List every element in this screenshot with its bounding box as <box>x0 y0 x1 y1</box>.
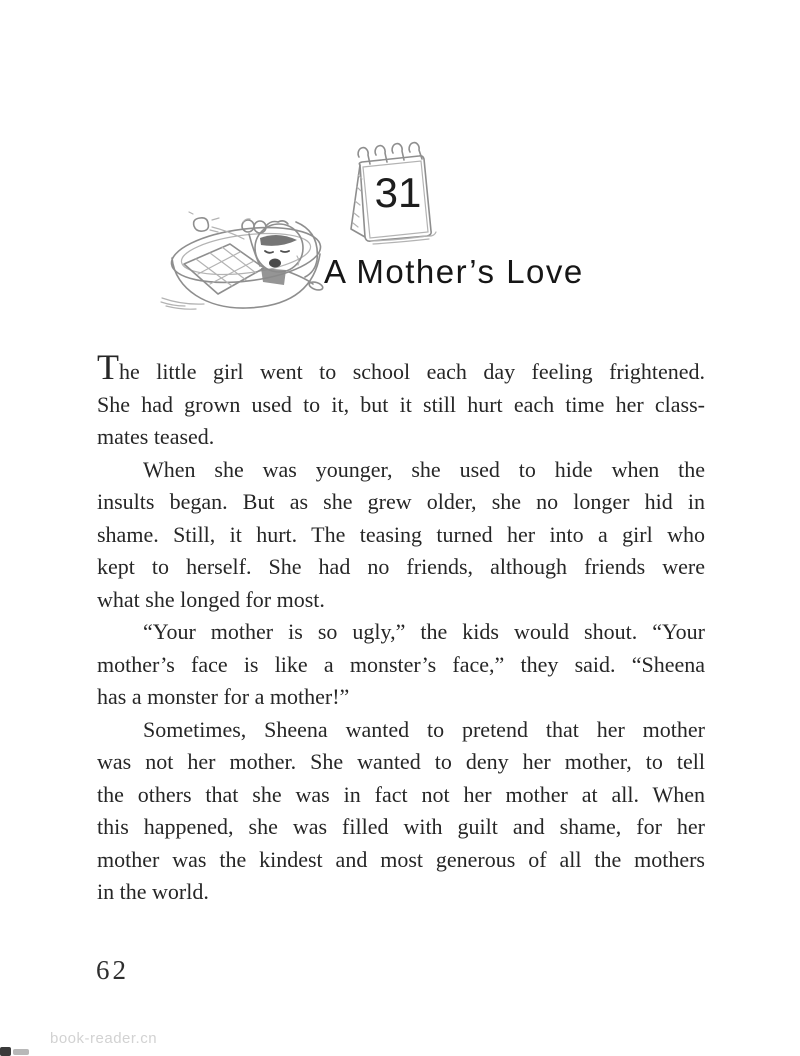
chapter-title: A Mother’s Love <box>324 253 584 290</box>
text-line: mother’s face is like a monster’s face,” they said. “Sheena <box>97 651 705 677</box>
text-line: The little girl went to school each day feeling frightened. <box>97 347 705 387</box>
quilt-blanket <box>184 244 264 294</box>
text-line: shame. Still, it hurt. The teasing turned her into a girl who <box>97 521 705 547</box>
text-line: “Your mother is so ugly,” the kids would shout. “Your <box>143 619 705 644</box>
scan-artifact <box>0 1047 11 1056</box>
watermark: book-reader.cn <box>50 1030 158 1047</box>
text-line: what she longed for most. <box>97 586 325 612</box>
text-line: She had grown used to it, but it still hurt each time her class- <box>97 391 705 417</box>
text-line: Sometimes, Sheena wanted to pretend that her mother <box>143 716 705 742</box>
text-line: in the world. <box>97 879 209 904</box>
page-number: 62 <box>96 955 129 985</box>
baby-in-cradle-illustration <box>160 210 328 316</box>
text-line: mates teased. <box>97 424 215 449</box>
text-line: was not her mother. She wanted to deny her mother, to tell <box>97 749 705 774</box>
text-line: mother was the kindest and most generous of all the mothers <box>97 846 705 872</box>
calendar-day-number: 31 <box>374 169 422 216</box>
text-line: the others that she was in fact not her mother at all. When <box>97 781 705 807</box>
text-line: When she was younger, she used to hide when the <box>143 456 705 482</box>
text-line: has a monster for a mother!” <box>97 684 350 709</box>
text-line: insults began. But as she grew older, she no longer hid in <box>97 489 705 514</box>
cry-scribble <box>189 212 244 239</box>
text-line: kept to herself. She had no friends, although friends were <box>97 554 705 579</box>
story-text <box>97 347 705 909</box>
basket <box>168 220 323 308</box>
ground-shadow <box>161 298 204 309</box>
text-line: this happened, she was filled with guilt and shame, for her <box>97 814 705 839</box>
scan-artifact <box>13 1049 29 1055</box>
